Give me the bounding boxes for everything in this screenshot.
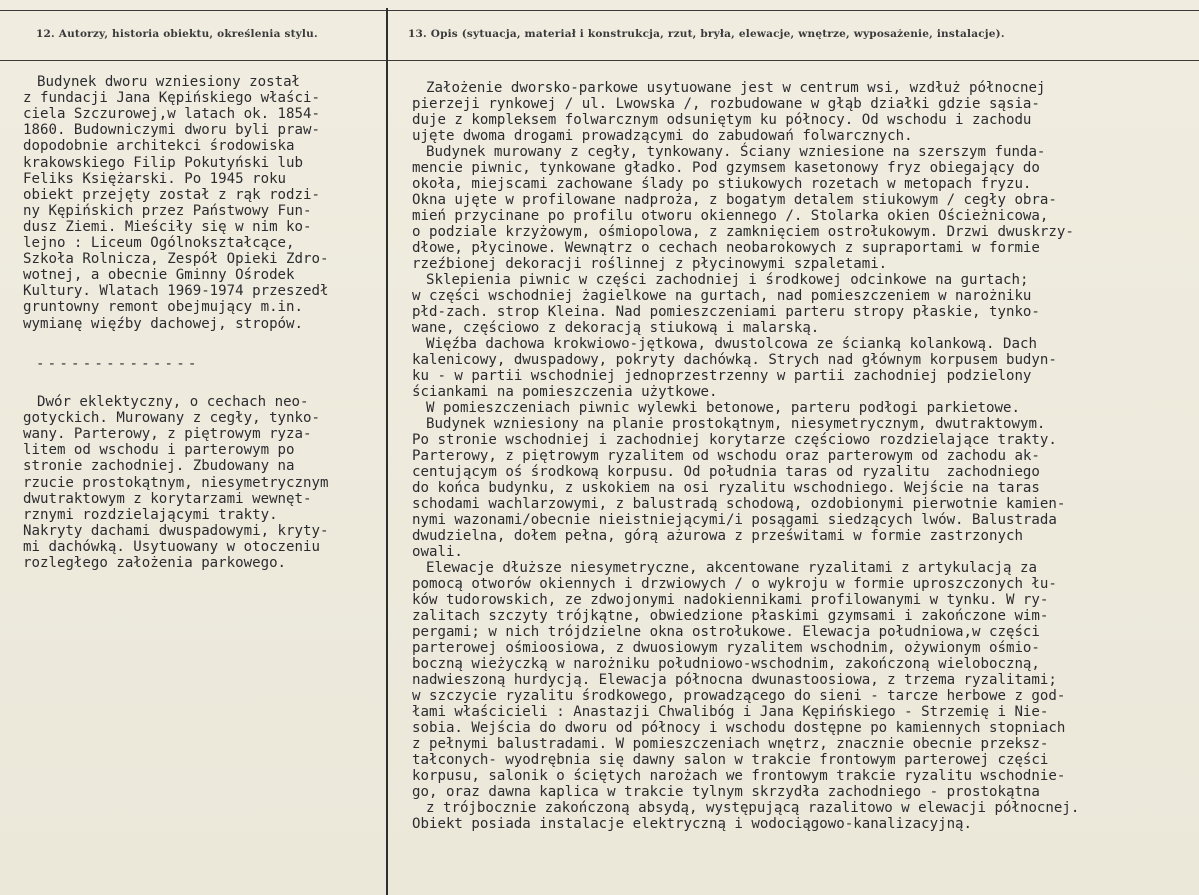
style-line: gotyckich. Murowany z cegły, tynko- — [23, 410, 320, 427]
history-line: Szkoła Rolnicza, Zespół Opieki Zdro- — [23, 251, 329, 268]
description-line: płd-zach. strop Kleina. Nad pomieszczeniami parteru stropy płaskie, tynko- — [412, 304, 1040, 320]
history-line: wotnej, a obecnie Gminny Ośrodek — [23, 267, 295, 284]
style-line: wany. Parterowy, z piętrowym ryza- — [23, 426, 312, 443]
style-line: Dwór eklektyczny, o cechach neo- — [37, 394, 309, 410]
description-line: kalenicowy, dwuspadowy, pokryty dachówką. Strych nad głównym korpusem budyn- — [412, 352, 1057, 368]
history-line: Kultury. Wlatach 1969-1974 przeszedł — [23, 283, 329, 300]
description-line: łami właścicieli : Anastazji Chwalibóg i Jana Kępińskiego - Strzemię i Nie- — [412, 704, 1049, 720]
description-line: W pomieszczeniach piwnic wylewki betonowe, parteru podłogi parkietowe. — [426, 400, 1020, 416]
history-line: gruntowny remont obejmujący m.in. — [23, 299, 304, 316]
description-line: ściankami na pomieszczenia użytkowe. — [412, 384, 718, 400]
description-line: z pełnymi balustradami. W pomieszczeniach wnętrz, znacznie obecnie przeksz- — [412, 736, 1049, 752]
description-line: parterowej ośmioosiowa, z dwuosiowym ryzalitem wschodnim, ożywionym ośmio- — [412, 640, 1040, 656]
style-line: mi dachówką. Usytuowany w otoczeniu — [23, 538, 320, 555]
history-line: Budynek dworu wzniesiony został — [37, 74, 301, 90]
description-line: korpusu, salonik o ściętych narożach we frontowym trakcie ryzalitu wschodnie- — [412, 768, 1066, 784]
description-line: sobia. Wejścia do dworu od północy i wschodu dostępne po kamiennych stopniach — [412, 720, 1066, 736]
description-line: Elewacje dłuższe niesymetryczne, akcentowane ryzalitami z artykulacją za — [426, 560, 1037, 576]
description-line: go, oraz dawna kaplica w trakcie tylnym skrzydła zachodniego - prostokątna — [412, 784, 1040, 800]
description-line: z trójbocznie zakończoną absydą, występującą razalitowo w elewacji północnej. — [426, 800, 1080, 816]
description-line: zalitach szczyty trójkątne, obwiedzione płaskimi gzymsami i zakończone wim- — [412, 608, 1049, 624]
description-line: okoła, miejscami zachowane ślady po stiukowych rozetach w metopach fryzu. — [412, 176, 1032, 192]
description-line: Budynek murowany z cegły, tynkowany. Ściany wzniesione na szerszym funda- — [426, 144, 1046, 160]
description-line: Budynek wzniesiony na planie prostokątnym, niesymetrycznym, dwutraktowym. — [426, 416, 1046, 432]
description-line: boczną wieżyczką w narożniku południowo-wschodnim, zakończoną wieloboczną, — [412, 656, 1040, 672]
description-line: Parterowy, z piętrowym ryzalitem od wschodu oraz parterowym od zachodu ak- — [412, 448, 1040, 464]
column-divider — [386, 8, 388, 895]
description-line: dłowe, płycinowe. Wewnątrz o cechach neobarokowych z supraportami w formie — [412, 240, 1040, 256]
section-13-heading: 13. Opis (sytuacja, materiał i konstrukcja, rzut, bryła, elewacje, wnętrze, wyposażenie, instalacje). — [408, 28, 1005, 40]
description-line: dwudzielna, dołem pełna, górą ażurowa z prześwitami w formie zastrzonych — [412, 528, 1023, 544]
history-line: ciela Szczurowej,w latach ok. 1854- — [23, 106, 320, 123]
history-line: z fundacji Jana Kępińskiego właści- — [23, 90, 320, 107]
description-line: mencie piwnic, tynkowane gładko. Pod gzymsem kasetonowy fryz obiegający do — [412, 160, 1040, 176]
description-line: nymi wazonami/obecnie nieistniejącymi/i posągami siedzących lwów. Balustrada — [412, 512, 1057, 528]
description-line: pomocą otworów okiennych i drzwiowych / o wykroju w formie uproszczonych łu- — [412, 576, 1057, 592]
style-line: rznymi rozdzielającymi trakty. — [23, 506, 278, 523]
history-line: wymianę więźby dachowej, stropów. — [23, 315, 304, 332]
description-line: rzeźbionej dekoracji roślinnej z płycinowymi szpaletami. — [412, 256, 888, 272]
right-heading-rule — [388, 60, 1199, 61]
description-line: Założenie dworsko-parkowe usytuowane jest w centrum wsi, wzdłuż północnej — [426, 80, 1046, 96]
history-line: obiekt przejęty został z rąk rodzi- — [23, 186, 320, 203]
description-line: mień przycinane po profilu otworu okiennego /. Stolarka okien Ościeżnicowa, — [412, 208, 1049, 224]
description-line: Więźba dachowa krokwiowo-jętkowa, dwustolcowa ze ścianką kolankową. Dach — [426, 336, 1037, 352]
description-line: wane, częściowo z dekoracją stiukową i malarską. — [412, 320, 820, 336]
history-line: lejno : Liceum Ogólnokształcące, — [23, 235, 295, 251]
top-border-rule — [0, 0, 1199, 11]
description-line: centującym oś środkową korpusu. Od południa taras od ryzalitu zachodniego — [412, 464, 1040, 480]
description-line: pierzeji rynkowej / ul. Lwowska /, rozbudowane w głąb działki gdzie sąsia- — [412, 96, 1040, 112]
style-line: Nakryty dachami dwuspadowymi, kryty- — [23, 522, 329, 539]
style-line: rozległego założenia parkowego. — [23, 555, 287, 571]
dashed-separator: -------------- — [36, 356, 200, 372]
description-line: Obiekt posiada instalacje elektryczną i wodociągowo-kanalizacyjną. — [412, 816, 973, 832]
style-line: rzucie prostokątnym, niesymetrycznym — [23, 474, 329, 491]
history-line: ny Kępińskich przez Państwowy Fun- — [23, 202, 312, 219]
style-line: litem od wschodu i parterowym po — [23, 442, 295, 459]
history-line: krakowskiego Filip Pokutyński lub — [23, 154, 304, 171]
description-line: w części wschodniej żagielkowe na gurtach, nad pomieszczeniem w narożniku — [412, 288, 1032, 304]
description-line: pergami; w nich trójdzielne okna ostrołukowe. Elewacja południowa,w części — [412, 624, 1040, 640]
description-line: o podziale krzyżowym, ośmiopolowa, z zamknięciem ostrołukowym. Drzwi dwuskrzy- — [412, 224, 1074, 240]
history-line: Feliks Księżarski. Po 1945 roku — [23, 170, 287, 187]
description-line: schodami wachlarzowymi, z balustradą schodową, ozdobionymi pierwotnie kamien- — [412, 496, 1066, 512]
description-line: Sklepienia piwnic w części zachodniej i środkowej odcinkowe na gurtach; — [426, 272, 1029, 288]
description-line: nadwieszoną hurdycją. Elewacja północna dwunastoosiowa, z trzema ryzalitami; — [412, 672, 1057, 688]
history-line: 1860. Budowniczymi dworu byli praw- — [23, 122, 320, 139]
section-12-heading: 12. Autorzy, historia obiektu, określenia stylu. — [36, 28, 318, 40]
style-line: dwutraktowym z korytarzami wewnęt- — [23, 490, 312, 507]
description-line: tałconych- wyodrębnia się dawny salon w trakcie frontowym parterowej części — [412, 752, 1049, 768]
description-line: ujęte dwoma drogami prowadzącymi do zabudowań folwarcznych. — [412, 128, 913, 144]
history-line: dusz Ziemi. Mieściły się w nim ko- — [23, 218, 312, 235]
description-line: ków tudorowskich, ze zdwojonymi nadokiennikami profilowanymi w tynku. W ry- — [412, 592, 1049, 608]
description-line: Okna ujęte w profilowane nadproża, z bogatym detalem stiukowym / cegły obra- — [412, 192, 1057, 208]
description-line: Po stronie wschodniej i zachodniej korytarze częściowo rozdzielające trakty. — [412, 432, 1057, 448]
description-line: owali. — [412, 544, 463, 560]
description-line: w szczycie ryzalitu środkowego, prowadzącego do sieni - tarcze herbowe z god- — [412, 688, 1066, 704]
style-line: stronie zachodniej. Zbudowany na — [23, 458, 295, 475]
description-line: duje z kompleksem folwarcznym odsuniętym ku północy. Od wschodu i zachodu — [412, 112, 1032, 128]
history-line: dopodobnie architekci środowiska — [23, 138, 295, 155]
left-heading-rule — [0, 60, 386, 61]
description-line: do końca budynku, z uskokiem na osi ryzalitu wschodniego. Wejście na taras — [412, 480, 1040, 496]
description-line: ku - w partii wschodniej jednoprzestrzenny w partii zachodniej podzielony — [412, 368, 1032, 384]
